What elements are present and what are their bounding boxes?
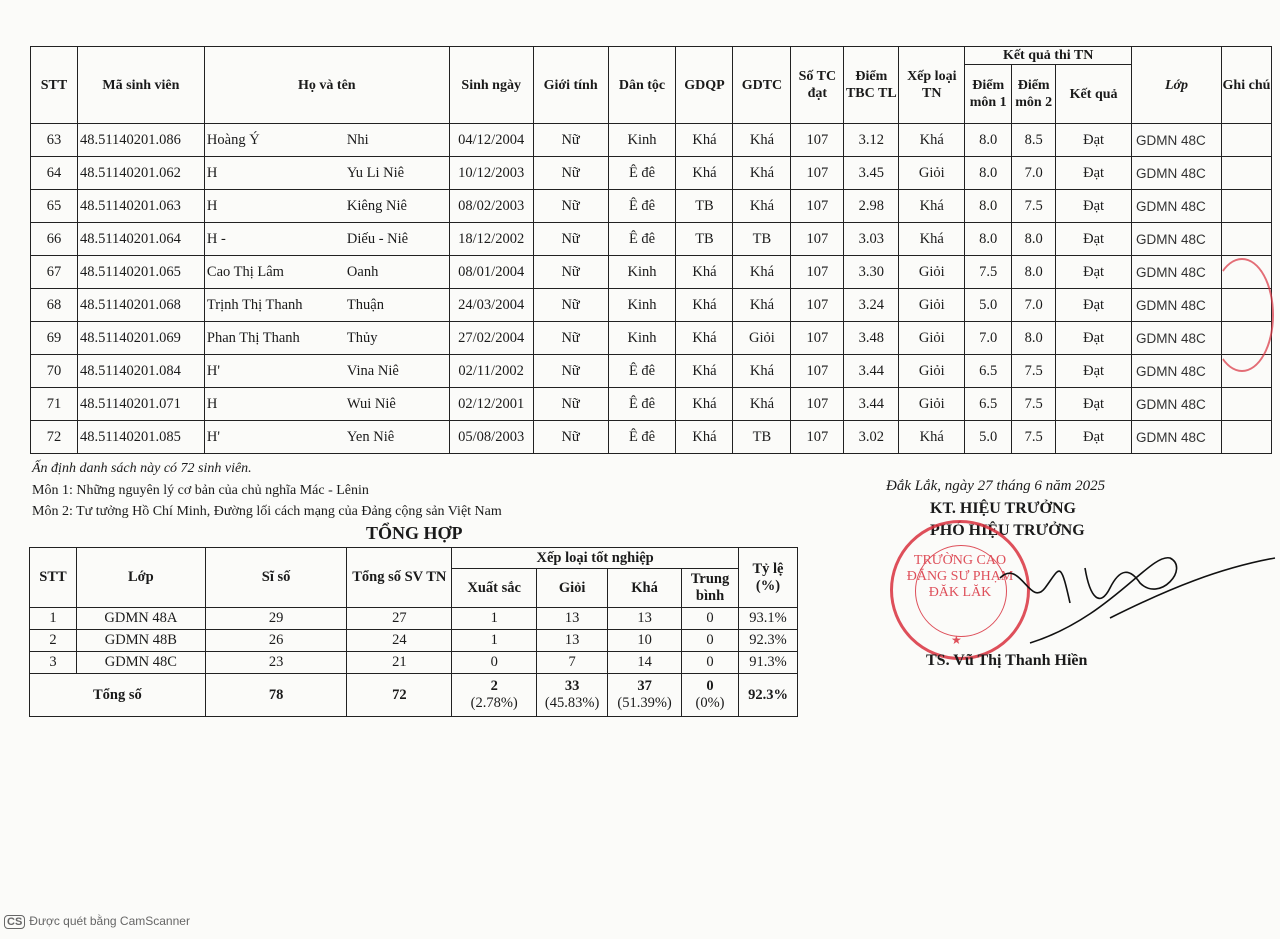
table-row — [31, 157, 1272, 190]
summary-cell-stt: 3 — [30, 652, 77, 674]
cell-score2: 7.5 — [1012, 388, 1056, 421]
signer-title-2: PHÓ HIỆU TRƯỞNG — [930, 522, 1085, 539]
cell-student-id: 48.51140201.086 — [77, 124, 204, 157]
header-rank: Xếp loại TN — [899, 47, 965, 124]
summary-cell-grad: 21 — [347, 652, 452, 674]
cell-score2: 8.0 — [1012, 322, 1056, 355]
summary-cell-excellent: 1 — [452, 608, 537, 630]
header-score1: Điểm môn 1 — [965, 65, 1012, 124]
cell-gpa: 3.45 — [844, 157, 899, 190]
cell-note — [1221, 157, 1271, 190]
cell-ethnicity: Ê đê — [608, 190, 676, 223]
cell-stt: 68 — [31, 289, 78, 322]
cell-score2: 7.0 — [1012, 289, 1056, 322]
cell-class: GDMN 48C — [1132, 322, 1222, 355]
table-row — [31, 355, 1272, 388]
summary-header-enrolled: Sĩ số — [205, 548, 347, 608]
cell-ethnicity: Kinh — [608, 322, 676, 355]
summary-cell-enrolled: 29 — [205, 608, 347, 630]
cell-full-name — [204, 322, 449, 355]
cell-result: Đạt — [1056, 157, 1132, 190]
summary-cell-stt: 1 — [30, 608, 77, 630]
summary-cell-grad: 27 — [347, 608, 452, 630]
table-row — [31, 388, 1272, 421]
cell-score1: 7.5 — [965, 256, 1012, 289]
cell-gpa: 3.03 — [844, 223, 899, 256]
cell-rank: Giỏi — [899, 322, 965, 355]
cell-note — [1221, 223, 1271, 256]
cell-score1: 8.0 — [965, 190, 1012, 223]
last-name: H' — [206, 362, 220, 379]
cell-gpa: 2.98 — [844, 190, 899, 223]
last-name: Hoàng Ý — [206, 131, 260, 148]
summary-header-stt: STT — [30, 548, 77, 608]
cell-score2: 8.0 — [1012, 223, 1056, 256]
cell-student-id: 48.51140201.063 — [77, 190, 204, 223]
summary-header-grad-group: Xếp loại tốt nghiệp — [452, 548, 739, 569]
header-gdqp: GDQP — [676, 47, 733, 124]
cell-gender: Nữ — [533, 256, 608, 289]
cell-score1: 6.5 — [965, 388, 1012, 421]
first-name: Oanh — [346, 263, 379, 280]
summary-total-rate: 92.3% — [739, 674, 798, 717]
cell-gender: Nữ — [533, 322, 608, 355]
place-date: Đắk Lắk, ngày 27 tháng 6 năm 2025 — [886, 478, 1106, 494]
summary-cell-class: GDMN 48C — [76, 652, 205, 674]
header-exam-group: Kết quả thi TN — [965, 47, 1132, 65]
cell-full-name — [204, 157, 449, 190]
cell-rank: Giỏi — [899, 157, 965, 190]
cell-dob: 05/08/2003 — [449, 421, 533, 454]
summary-header-average: Trung bình — [682, 569, 739, 608]
cell-class: GDMN 48C — [1132, 223, 1222, 256]
cell-gdqp: Khá — [676, 421, 733, 454]
total-good-count: 33 — [564, 678, 580, 694]
summary-total-grad: 72 — [347, 674, 452, 717]
cell-gdtc: Khá — [733, 124, 791, 157]
cell-note — [1221, 388, 1271, 421]
total-fair-pct: (51.39%) — [617, 695, 672, 711]
cell-rank: Khá — [899, 421, 965, 454]
cell-ethnicity: Kinh — [608, 256, 676, 289]
scanner-footer — [4, 914, 190, 929]
cell-credits: 107 — [791, 256, 844, 289]
cell-stt: 67 — [31, 256, 78, 289]
first-name: Nhi — [346, 131, 369, 148]
table-row — [31, 289, 1272, 322]
cell-gender: Nữ — [533, 355, 608, 388]
cell-full-name — [204, 223, 449, 256]
cell-ethnicity: Ê đê — [608, 388, 676, 421]
cell-dob: 08/01/2004 — [449, 256, 533, 289]
cell-gdtc: Khá — [733, 190, 791, 223]
header-score2: Điểm môn 2 — [1012, 65, 1056, 124]
summary-cell-good: 7 — [537, 652, 608, 674]
cell-note — [1221, 190, 1271, 223]
summary-cell-fair: 14 — [608, 652, 682, 674]
first-name: Wui Niê — [346, 395, 396, 412]
table-row — [31, 190, 1272, 223]
cell-stt: 64 — [31, 157, 78, 190]
last-name: H' — [206, 428, 220, 445]
last-name: Phan Thị Thanh — [206, 329, 300, 346]
signer-name: TS. Vũ Thị Thanh Hiền — [926, 652, 1088, 669]
cell-student-id: 48.51140201.085 — [77, 421, 204, 454]
summary-cell-enrolled: 23 — [205, 652, 347, 674]
cell-gpa: 3.02 — [844, 421, 899, 454]
cell-full-name — [204, 355, 449, 388]
first-name: Thuận — [346, 296, 384, 313]
cell-ethnicity: Ê đê — [608, 355, 676, 388]
summary-cell-average: 0 — [682, 630, 739, 652]
cell-result: Đạt — [1056, 355, 1132, 388]
summary-cell-average: 0 — [682, 608, 739, 630]
summary-row — [30, 652, 798, 674]
cell-score1: 7.0 — [965, 322, 1012, 355]
header-credits: Số TC đạt — [791, 47, 844, 124]
cell-gender: Nữ — [533, 289, 608, 322]
table-row — [31, 421, 1272, 454]
cell-student-id: 48.51140201.062 — [77, 157, 204, 190]
last-name: H — [206, 164, 218, 181]
cell-full-name — [204, 388, 449, 421]
summary-total-enrolled: 78 — [205, 674, 347, 717]
table-row — [31, 223, 1272, 256]
summary-cell-rate: 92.3% — [739, 630, 798, 652]
cell-gpa: 3.24 — [844, 289, 899, 322]
cell-rank: Khá — [899, 124, 965, 157]
cell-gdqp: TB — [676, 223, 733, 256]
cell-stt: 71 — [31, 388, 78, 421]
cell-rank: Giỏi — [899, 289, 965, 322]
cell-score2: 8.5 — [1012, 124, 1056, 157]
cell-result: Đạt — [1056, 289, 1132, 322]
seal-text: TRƯỜNG CAO ĐẲNG SƯ PHẠM ĐĂK LĂK — [906, 553, 1014, 600]
cell-dob: 08/02/2003 — [449, 190, 533, 223]
cell-rank: Khá — [899, 190, 965, 223]
cell-gender: Nữ — [533, 190, 608, 223]
cell-dob: 24/03/2004 — [449, 289, 533, 322]
cell-score1: 6.5 — [965, 355, 1012, 388]
cell-class: GDMN 48C — [1132, 256, 1222, 289]
total-excellent-count: 2 — [490, 678, 498, 694]
cell-rank: Khá — [899, 223, 965, 256]
header-dob: Sinh ngày — [449, 47, 533, 124]
cell-full-name — [204, 256, 449, 289]
cell-ethnicity: Kinh — [608, 289, 676, 322]
cell-class: GDMN 48C — [1132, 388, 1222, 421]
total-average-count: 0 — [706, 678, 714, 694]
cell-score1: 8.0 — [965, 223, 1012, 256]
summary-row — [30, 608, 798, 630]
header-result: Kết quả — [1056, 65, 1132, 124]
first-name: Yen Niê — [346, 428, 395, 445]
cell-stt: 69 — [31, 322, 78, 355]
cell-score2: 7.0 — [1012, 157, 1056, 190]
summary-cell-excellent: 0 — [452, 652, 537, 674]
total-excellent-pct: (2.78%) — [470, 695, 518, 711]
summary-cell-excellent: 1 — [452, 630, 537, 652]
cell-gender: Nữ — [533, 157, 608, 190]
cell-result: Đạt — [1056, 256, 1132, 289]
summary-cell-good: 13 — [537, 630, 608, 652]
cell-class: GDMN 48C — [1132, 124, 1222, 157]
cell-score2: 7.5 — [1012, 190, 1056, 223]
cell-dob: 04/12/2004 — [449, 124, 533, 157]
scanner-footer-text: Được quét bằng CamScanner — [29, 914, 190, 928]
cell-result: Đạt — [1056, 421, 1132, 454]
last-name: H — [206, 395, 218, 412]
cell-student-id: 48.51140201.065 — [77, 256, 204, 289]
cell-full-name — [204, 190, 449, 223]
summary-title: TỔNG HỢP — [366, 523, 463, 543]
first-name: Kiêng Niê — [346, 197, 407, 214]
header-student-id: Mã sinh viên — [77, 47, 204, 124]
cell-student-id: 48.51140201.068 — [77, 289, 204, 322]
cell-credits: 107 — [791, 289, 844, 322]
cell-result: Đạt — [1056, 388, 1132, 421]
summary-cell-rate: 93.1% — [739, 608, 798, 630]
cell-gdtc: Khá — [733, 388, 791, 421]
cell-gender: Nữ — [533, 124, 608, 157]
cell-credits: 107 — [791, 355, 844, 388]
cell-stt: 66 — [31, 223, 78, 256]
first-name: Thủy — [346, 329, 378, 346]
summary-total-row — [30, 674, 798, 717]
last-name: H - — [206, 230, 226, 247]
subject1-note: Môn 1: Những nguyên lý cơ bản của chủ nghĩa Mác - Lênin — [32, 483, 369, 498]
cell-full-name — [204, 421, 449, 454]
first-name: Yu Li Niê — [346, 164, 405, 181]
summary-header-class: Lớp — [76, 548, 205, 608]
summary-cell-enrolled: 26 — [205, 630, 347, 652]
header-stt: STT — [31, 47, 78, 124]
summary-total-fair — [608, 674, 682, 717]
cell-stt: 72 — [31, 421, 78, 454]
table-row — [31, 256, 1272, 289]
cell-dob: 10/12/2003 — [449, 157, 533, 190]
cell-ethnicity: Ê đê — [608, 157, 676, 190]
cell-gender: Nữ — [533, 421, 608, 454]
cell-credits: 107 — [791, 388, 844, 421]
cell-class: GDMN 48C — [1132, 190, 1222, 223]
cell-rank: Giỏi — [899, 256, 965, 289]
cell-result: Đạt — [1056, 322, 1132, 355]
cell-full-name — [204, 124, 449, 157]
header-class: Lớp — [1132, 47, 1222, 124]
cell-credits: 107 — [791, 157, 844, 190]
cell-ethnicity: Kinh — [608, 124, 676, 157]
cell-score1: 5.0 — [965, 289, 1012, 322]
cell-gpa: 3.44 — [844, 388, 899, 421]
cell-score2: 8.0 — [1012, 256, 1056, 289]
cell-gdqp: Khá — [676, 157, 733, 190]
cell-student-id: 48.51140201.084 — [77, 355, 204, 388]
header-full-name: Họ và tên — [204, 47, 449, 124]
summary-header-rate: Tỷ lệ (%) — [739, 548, 798, 608]
cell-gdtc: TB — [733, 421, 791, 454]
cell-stt: 65 — [31, 190, 78, 223]
total-good-pct: (45.83%) — [544, 695, 600, 711]
summary-total-excellent — [452, 674, 537, 717]
cell-student-id: 48.51140201.071 — [77, 388, 204, 421]
summary-header-fair: Khá — [608, 569, 682, 608]
partial-stamp-mark — [1210, 258, 1274, 372]
signer-title-1: KT. HIỆU TRƯỞNG — [930, 500, 1076, 517]
cell-credits: 107 — [791, 124, 844, 157]
cell-gdqp: Khá — [676, 124, 733, 157]
cell-credits: 107 — [791, 322, 844, 355]
seal-star-icon: ★ — [951, 633, 962, 647]
cell-score1: 5.0 — [965, 421, 1012, 454]
cell-ethnicity: Ê đê — [608, 223, 676, 256]
summary-total-average — [682, 674, 739, 717]
last-name: Trịnh Thị Thanh — [206, 296, 303, 313]
summary-cell-fair: 13 — [608, 608, 682, 630]
summary-table — [29, 547, 798, 717]
cell-gdqp: TB — [676, 190, 733, 223]
cell-gdqp: Khá — [676, 388, 733, 421]
cell-dob: 02/11/2002 — [449, 355, 533, 388]
cell-student-id: 48.51140201.069 — [77, 322, 204, 355]
cell-result: Đạt — [1056, 190, 1132, 223]
cell-gdtc: Khá — [733, 256, 791, 289]
cell-credits: 107 — [791, 223, 844, 256]
summary-cell-good: 13 — [537, 608, 608, 630]
cell-gpa: 3.30 — [844, 256, 899, 289]
cell-class: GDMN 48C — [1132, 289, 1222, 322]
header-ethnicity: Dân tộc — [608, 47, 676, 124]
header-gdtc: GDTC — [733, 47, 791, 124]
header-gpa: Điểm TBC TL — [844, 47, 899, 124]
total-average-pct: (0%) — [695, 695, 725, 711]
cell-credits: 107 — [791, 421, 844, 454]
cell-gdtc: Khá — [733, 157, 791, 190]
cell-class: GDMN 48C — [1132, 355, 1222, 388]
cell-gender: Nữ — [533, 223, 608, 256]
last-name: H — [206, 197, 218, 214]
cell-ethnicity: Ê đê — [608, 421, 676, 454]
summary-cell-rate: 91.3% — [739, 652, 798, 674]
cell-gdqp: Khá — [676, 355, 733, 388]
last-name: Cao Thị Lâm — [206, 263, 284, 280]
cell-gender: Nữ — [533, 388, 608, 421]
table-row — [31, 124, 1272, 157]
summary-header-excellent: Xuất sắc — [452, 569, 537, 608]
subject2-note: Môn 2: Tư tưởng Hồ Chí Minh, Đường lối cách mạng của Đảng cộng sản Việt Nam — [32, 504, 502, 519]
cell-score1: 8.0 — [965, 124, 1012, 157]
cell-gdqp: Khá — [676, 256, 733, 289]
summary-cell-grad: 24 — [347, 630, 452, 652]
header-gender: Giới tính — [533, 47, 608, 124]
cell-gpa: 3.44 — [844, 355, 899, 388]
cell-class: GDMN 48C — [1132, 157, 1222, 190]
summary-header-good: Giỏi — [537, 569, 608, 608]
cell-stt: 63 — [31, 124, 78, 157]
cell-note — [1221, 124, 1271, 157]
cell-dob: 02/12/2001 — [449, 388, 533, 421]
cell-credits: 107 — [791, 190, 844, 223]
cell-score1: 8.0 — [965, 157, 1012, 190]
summary-row — [30, 630, 798, 652]
cell-student-id: 48.51140201.064 — [77, 223, 204, 256]
cell-score2: 7.5 — [1012, 355, 1056, 388]
camscanner-logo-icon: CS — [4, 915, 25, 929]
cell-gdtc: Giỏi — [733, 322, 791, 355]
handwritten-signature — [990, 548, 1280, 648]
cell-result: Đạt — [1056, 223, 1132, 256]
total-fair-count: 37 — [637, 678, 652, 694]
header-note: Ghi chú — [1221, 47, 1271, 124]
cell-stt: 70 — [31, 355, 78, 388]
cell-dob: 18/12/2002 — [449, 223, 533, 256]
summary-total-good — [537, 674, 608, 717]
summary-cell-stt: 2 — [30, 630, 77, 652]
cell-gdtc: TB — [733, 223, 791, 256]
first-name: Vina Niê — [346, 362, 399, 379]
cell-result: Đạt — [1056, 124, 1132, 157]
cell-gpa: 3.48 — [844, 322, 899, 355]
cell-gdtc: Khá — [733, 289, 791, 322]
summary-header-total-grad: Tổng số SV TN — [347, 548, 452, 608]
cell-gpa: 3.12 — [844, 124, 899, 157]
cell-gdqp: Khá — [676, 322, 733, 355]
cell-rank: Giỏi — [899, 388, 965, 421]
cell-dob: 27/02/2004 — [449, 322, 533, 355]
student-count-note: Ấn định danh sách này có 72 sinh viên. — [32, 461, 252, 476]
cell-class: GDMN 48C — [1132, 421, 1222, 454]
cell-gdtc: Khá — [733, 355, 791, 388]
first-name: Diếu - Niê — [346, 230, 409, 247]
summary-total-label: Tổng số — [30, 674, 206, 717]
graduation-list-table — [30, 46, 1272, 454]
summary-cell-class: GDMN 48B — [76, 630, 205, 652]
cell-score2: 7.5 — [1012, 421, 1056, 454]
cell-full-name — [204, 289, 449, 322]
summary-cell-fair: 10 — [608, 630, 682, 652]
cell-gdqp: Khá — [676, 289, 733, 322]
table-row — [31, 322, 1272, 355]
summary-cell-class: GDMN 48A — [76, 608, 205, 630]
cell-rank: Giỏi — [899, 355, 965, 388]
summary-cell-average: 0 — [682, 652, 739, 674]
student-rows — [31, 124, 1272, 454]
cell-note — [1221, 421, 1271, 454]
